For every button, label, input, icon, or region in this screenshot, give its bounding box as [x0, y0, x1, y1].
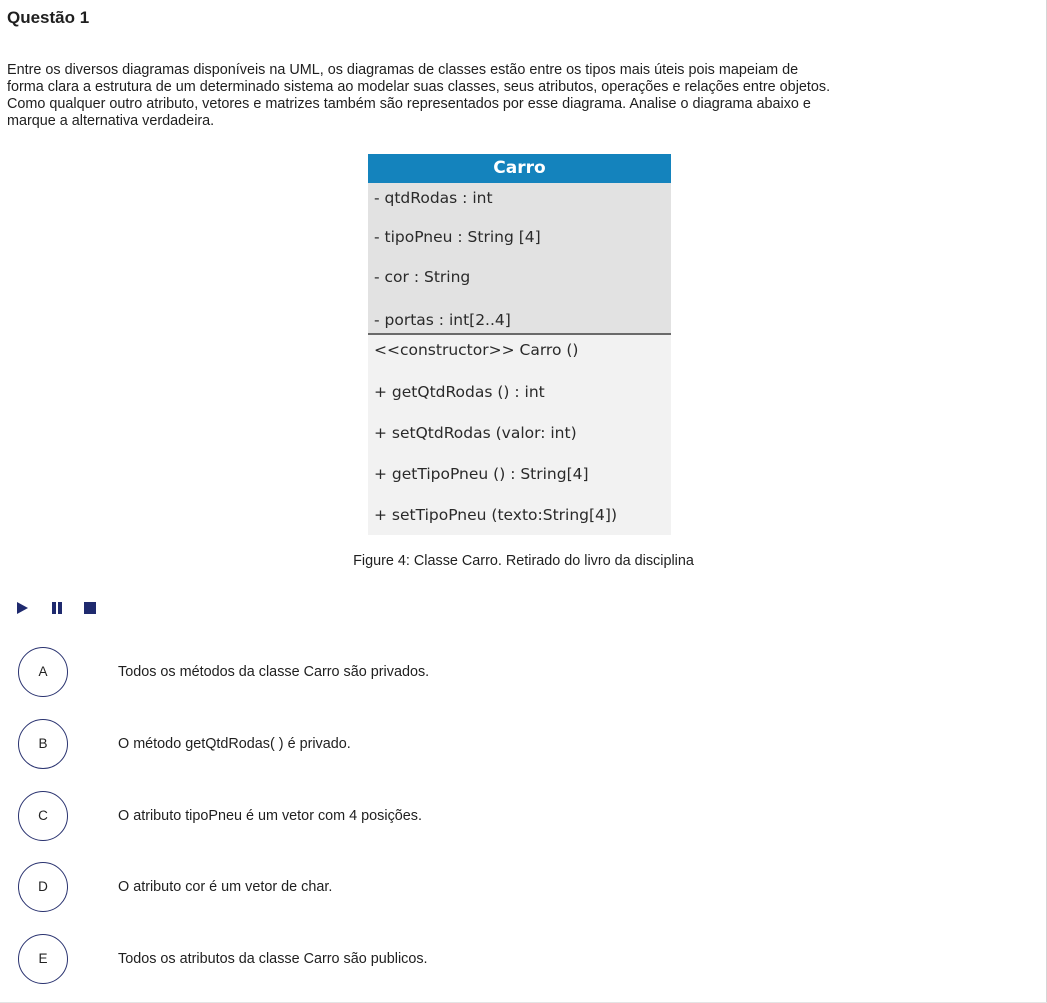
- uml-class-name: Carro: [368, 154, 671, 183]
- pause-icon[interactable]: [52, 602, 62, 614]
- uml-method: + setQtdRodas (valor: int): [374, 424, 577, 442]
- option-letter[interactable]: B: [18, 719, 68, 769]
- uml-class-diagram: [368, 154, 671, 535]
- option-e[interactable]: [18, 934, 1018, 984]
- uml-method: + setTipoPneu (texto:String[4]): [374, 506, 618, 524]
- uml-attribute: - portas : int[2..4]: [374, 311, 511, 329]
- question-text-line: Entre os diversos diagramas disponíveis na UML, os diagramas de classes estão entre os tipos mais úteis pois mapeiam de: [7, 62, 799, 78]
- uml-attribute: - cor : String: [374, 268, 471, 286]
- uml-attribute: - tipoPneu : String [4]: [374, 228, 541, 246]
- figure-caption: Figure 4: Classe Carro. Retirado do livro da disciplina: [353, 553, 694, 569]
- option-letter[interactable]: C: [18, 791, 68, 841]
- uml-attribute: - qtdRodas : int: [374, 189, 493, 207]
- question-text-line: forma clara a estrutura de um determinado sistema ao modelar suas classes, seus atributos, operações e relações entre objetos.: [7, 79, 831, 95]
- uml-methods-section: [368, 335, 671, 535]
- uml-method: <<constructor>> Carro (): [374, 341, 579, 359]
- option-letter[interactable]: E: [18, 934, 68, 984]
- option-text: O atributo tipoPneu é um vetor com 4 posições.: [118, 808, 422, 824]
- option-d[interactable]: [18, 862, 1018, 912]
- option-b[interactable]: [18, 719, 1018, 769]
- option-text: O método getQtdRodas( ) é privado.: [118, 736, 351, 752]
- question-text: [7, 62, 1041, 130]
- uml-method: + getQtdRodas () : int: [374, 383, 545, 401]
- option-a[interactable]: [18, 647, 1018, 697]
- question-text-line: Como qualquer outro atributo, vetores e matrizes também são representados por esse diagrama. Analise o diagrama abaixo e: [7, 96, 811, 112]
- play-icon[interactable]: [17, 602, 28, 614]
- uml-attributes-section: [368, 183, 671, 333]
- question-text-line: marque a alternativa verdadeira.: [7, 113, 215, 129]
- option-text: O atributo cor é um vetor de char.: [118, 879, 333, 895]
- question-title: Questão 1: [7, 8, 90, 27]
- option-text: Todos os atributos da classe Carro são publicos.: [118, 951, 428, 967]
- option-text: Todos os métodos da classe Carro são privados.: [118, 664, 430, 680]
- option-letter[interactable]: D: [18, 862, 68, 912]
- option-c[interactable]: [18, 791, 1018, 841]
- uml-method: + getTipoPneu () : String[4]: [374, 465, 589, 483]
- stop-icon[interactable]: [84, 602, 96, 614]
- option-letter[interactable]: A: [18, 647, 68, 697]
